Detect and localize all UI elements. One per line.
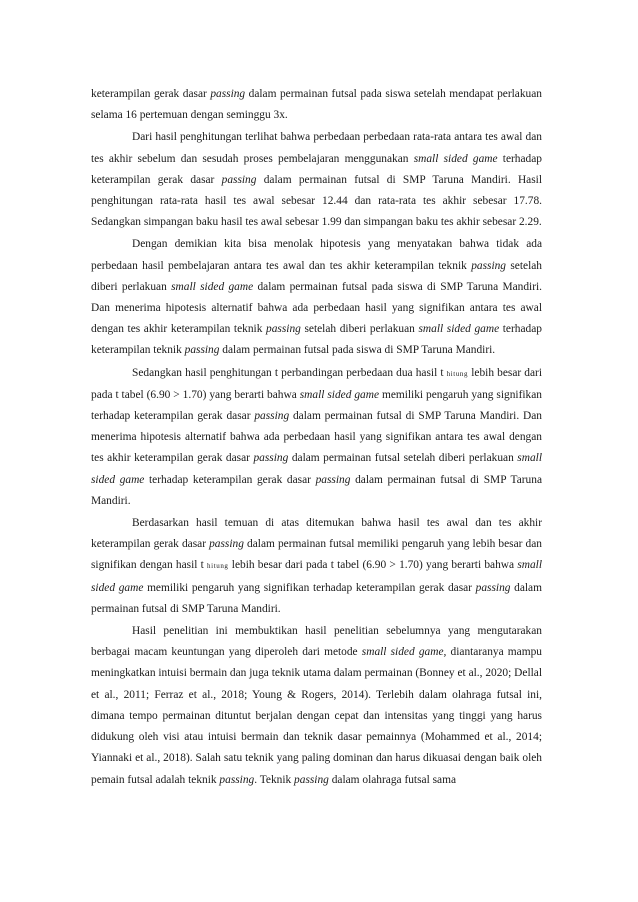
italic-term: small sided game, [361,646,447,659]
text-run: diantaranya mampu meningkatkan intuisi bermain dan juga teknik utama dalam permainan (Bonney et al., 2020; Dellal et al., 2011; Ferraz et al., 2018; Young & Rogers, 2014). Terlebih dalam olahraga futsal ini, dimana tempo permainan dituntut berjalan dengan cepat dan intensitas yang tinggi yang harus didukung oleh visi atau intuisi bermain dan teknik dasar pemainnya (Mohammed et al., 2014; Yiannaki et al., 2018). Salah satu teknik yang paling dominan dan harus dikuasai dengan baik oleh pemain futsal adalah teknik [91,646,542,786]
text-run: terhadap keterampilan gerak dasar [91,152,543,186]
text-run: memiliki pengaruh yang signifikan terhadap keterampilan gerak dasar [143,581,476,594]
text-run: memiliki pengaruh yang signifikan terhadap keterampilan gerak dasar [91,388,542,423]
text-run: terhadap keterampilan teknik [91,323,542,357]
text-run: dalam permainan futsal memiliki pengaruh yang lebih besar dan signifikan dengan hasil t [91,538,542,572]
text-run: dalam permainan futsal pada siswa di SMP Taruna Mandiri. [219,344,496,357]
italic-term: small sided game [413,152,498,165]
text-run: dalam permainan futsal pada siswa di SMP Taruna Mandiri. Dan menerima hipotesis alternatif bahwa ada perbedaan hasil yang signifikan antara tes awal dengan tes akhir keterampilan teknik [91,280,542,336]
paragraph [91,513,542,620]
italic-term: passing [294,773,329,786]
text-run: Sedangkan hasil penghitungan t perbandingan perbedaan dua hasil t [132,366,447,379]
text-run: lebih besar dari pada t tabel (6.90 > 1.70) yang berarti bahwa [91,366,543,401]
text-run: keterampilan gerak dasar [91,88,211,100]
text-run: dalam permainan futsal di SMP Taruna Mandiri. [91,581,542,615]
text-run: dalam permainan futsal di SMP Taruna Mandiri. [91,473,542,507]
italic-term: passing [184,344,220,357]
italic-term: passing [221,173,257,186]
italic-term: small sided game [91,559,542,594]
text-run: lebih besar dari pada t tabel (6.90 > 1.70) yang berarti bahwa [228,559,518,572]
text-run: Hasil penelitian ini membuktikan hasil penelitian sebelumnya yang mengutarakan berbagai macam keuntungan yang diperoleh dari metode [91,625,542,659]
text-run: terhadap keterampilan gerak dasar [144,473,316,486]
text-run: dalam permainan futsal di SMP Taruna Mandiri. Hasil penghitungan rata-rata hasil tes awal sebesar 12.44 dan rata-rata tes akhir sebesar 17.78. Sedangkan simpangan baku hasil tes awal sebesar 1.99 dan simpangan baku tes akhir sebesar 2.29. [91,173,542,229]
subscript-label: hitung [207,562,229,571]
italic-term: passing [315,473,351,486]
text-run: Dengan demikian kita bisa menolak hipotesis yang menyatakan bahwa tidak ada perbedaan hasil pembelajaran antara tes awal dan tes akhir keterampilan teknik [91,238,542,272]
italic-term: passing [210,88,246,100]
italic-term: small sided game [171,280,254,293]
text-run: Dari hasil penghitungan terlihat bahwa perbedaan perbedaan rata-rata antara tes awal dan tes akhir sebelum dan sesudah proses pembelajaran menggunakan [91,131,542,165]
italic-term: passing [209,538,244,551]
text-run: dalam permainan futsal setelah diberi perlakuan [288,452,518,465]
text-run: setelah diberi perlakuan [91,259,542,293]
paragraph [91,363,542,512]
text-run: dalam permainan futsal di SMP Taruna Mandiri. Dan menerima hipotesis alternatif bahwa ada perbedaan hasil yang signifikan antara tes awal dengan tes akhir keterampilan gerak dasar [91,410,543,465]
text-run: dalam permainan futsal pada siswa setelah mendapat perlakuan selama 16 pertemuan dengan seminggu 3x. [91,88,542,122]
paragraph [91,621,542,791]
paragraph [91,84,542,126]
subscript-label: hitung [446,369,469,378]
text-run: Berdasarkan hasil temuan di atas ditemukan bahwa hasil tes awal dan tes akhir keterampilan gerak dasar [91,517,542,551]
paragraph [91,127,542,233]
body-text [91,84,542,791]
text-run: setelah diberi perlakuan [300,323,419,336]
italic-term: small sided game [418,323,500,336]
italic-term: passing [266,323,301,336]
italic-term: passing [219,773,255,786]
paragraph [91,234,542,361]
text-run: . Teknik [254,773,295,786]
italic-term: passing [254,410,290,423]
italic-term: passing [471,259,506,272]
italic-term: passing [475,581,511,594]
italic-term: small sided game [91,452,542,486]
text-run: dalam olahraga futsal sama [328,773,457,786]
italic-term: small sided game [299,388,380,401]
italic-term: passing [253,452,289,465]
